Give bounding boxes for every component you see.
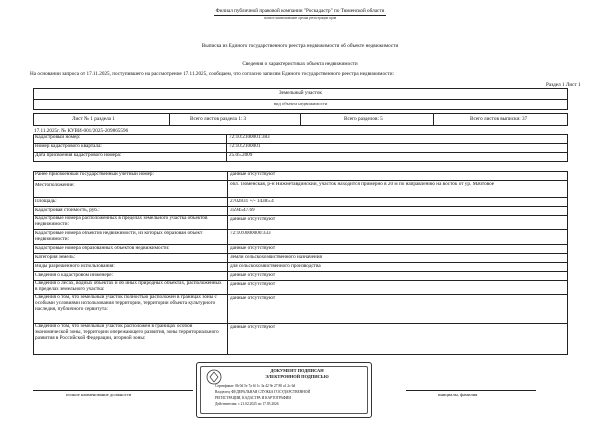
detail-label-11: Сведения о том, что земельный участок полностью расположен в границах зоны с особыми условиями использования территории, территории объекта культурного наследия, публичного сервитута: bbox=[35, 295, 217, 312]
detail-value-1: обл. Тюменская, р-н Нижнетавдинский, участок находится примерно в 20 м по направлению на восток от ур. Мачтовое bbox=[230, 182, 495, 187]
header-agency: Филиал публичной правовой компании "Роскадастр" по Тюменской области bbox=[215, 8, 385, 14]
detail-label-0: Ранее присвоенный государственный учетный номер: bbox=[35, 172, 154, 177]
total-sheets: Всего листов раздела 1: 3 bbox=[190, 116, 247, 122]
footer-position-label: полное наименование должности bbox=[66, 392, 132, 397]
stamp-line-5: РЕГИСТРАЦИИ, КАДАСТРА И КАРТОГРАФИИ bbox=[215, 396, 291, 400]
e-signature-stamp bbox=[196, 362, 372, 418]
detail-label-3: Кадастровая стоимость, руб.: bbox=[35, 208, 100, 213]
stamp-line-4: Владелец: ФЕДЕРАЛЬНАЯ СЛУЖБА ГОСУДАРСТВЕННОЙ bbox=[215, 390, 311, 394]
basic-label-2: Дата присвоения кадастрового номера: bbox=[35, 153, 122, 158]
stamp-line-3: Сертификат: 0b 0d 5e 7a 6f 1c 3a 42 9e 27 80 a1 2c 6d bbox=[215, 384, 296, 388]
detail-value-10: данные отсутствуют bbox=[230, 282, 276, 287]
request-statement: На основании запроса от 17.11.2025, поступившего на рассмотрение 17.11.2025, сообщаем, что согласно записям Единого государственного реестра недвижимости: bbox=[30, 71, 394, 77]
detail-label-7: Категория земель: bbox=[35, 255, 76, 260]
detail-value-8: для сельскохозяйственного производства bbox=[230, 264, 321, 269]
section-label: Раздел 1 Лист 1 bbox=[546, 82, 581, 88]
basic-label-1: Номер кадастрового квартала: bbox=[35, 144, 102, 149]
document-title: Выписка из Единого государственного реестра недвижимости об объекте недвижимости bbox=[201, 43, 399, 49]
section-title: Сведения о характеристиках объекта недвижимости bbox=[242, 61, 358, 67]
detail-label-12: Сведения о том, что земельный участок расположен в границах особой экономической зоны, территории опережающего развития, зоны территориального развития в Российской Федерации, игорной зоны: bbox=[35, 324, 219, 341]
basic-label-0: Кадастровый номер: bbox=[35, 135, 81, 140]
object-type-sub: вид объекта недвижимости bbox=[273, 101, 328, 106]
detail-value-4: данные отсутствуют bbox=[230, 217, 276, 222]
detail-value-9: данные отсутствуют bbox=[230, 273, 276, 278]
detail-value-12: данные отсутствуют bbox=[230, 325, 276, 330]
basic-value-2: 25.05.2009 bbox=[229, 153, 253, 158]
detail-label-9: Сведения о кадастровом инженере: bbox=[35, 273, 113, 278]
detail-label-1: Местоположение: bbox=[35, 183, 75, 188]
detail-label-8: Виды разрешенного использования: bbox=[35, 264, 115, 269]
detail-value-0: данные отсутствуют bbox=[230, 172, 276, 177]
detail-value-7: Земли сельскохозяйственного назначения bbox=[230, 255, 322, 260]
detail-label-2: Площадь: bbox=[35, 199, 57, 204]
basic-value-0: 72:10:2100001:383 bbox=[229, 135, 270, 140]
object-type: Земельный участок bbox=[279, 90, 322, 96]
sheet-number: Лист № 1 раздела 1 bbox=[72, 116, 115, 122]
footer-name-label: инициалы, фамилия bbox=[438, 392, 478, 397]
detail-label-10: Сведения о лесах, водных объектах и об иных природных объектах, расположенных в пределах земельного участка: bbox=[35, 281, 222, 292]
document-number: 17.11.2025г. № КУВИ-001/2025-209865596 bbox=[34, 128, 129, 134]
total-pages: Всего листов выписки: 37 bbox=[470, 116, 528, 122]
basic-value-1: 72:10:2100001 bbox=[229, 144, 261, 149]
detail-value-6: данные отсутствуют bbox=[230, 246, 276, 251]
detail-value-3: 3594547.69 bbox=[230, 208, 255, 213]
header-agency-sub: полное наименование органа регистрации прав bbox=[263, 16, 337, 20]
stamp-line-6: Действителен: с 21.02.2025 по 17.05.2026 bbox=[215, 402, 279, 406]
detail-label-6: Кадастровые номера образованных объектов недвижимости: bbox=[35, 246, 170, 251]
stamp-line-2: ЭЛЕКТРОННОЙ ПОДПИСЬЮ bbox=[265, 374, 329, 379]
detail-value-2: 2702831 +/- 14385.4 bbox=[230, 199, 274, 204]
detail-label-5: Кадастровые номера объектов недвижимости, из которых образован объект недвижимости: bbox=[35, 231, 203, 242]
total-sections: Всего разделов: 5 bbox=[344, 116, 383, 122]
detail-label-4: Кадастровые номера расположенных в пределах земельного участка объектов недвижимости: bbox=[35, 216, 208, 227]
stamp-line-1: ДОКУМЕНТ ПОДПИСАН bbox=[270, 368, 324, 373]
detail-value-5: 72:10:0000000:333 bbox=[230, 231, 271, 236]
detail-value-11: данные отсутствуют bbox=[230, 296, 276, 301]
